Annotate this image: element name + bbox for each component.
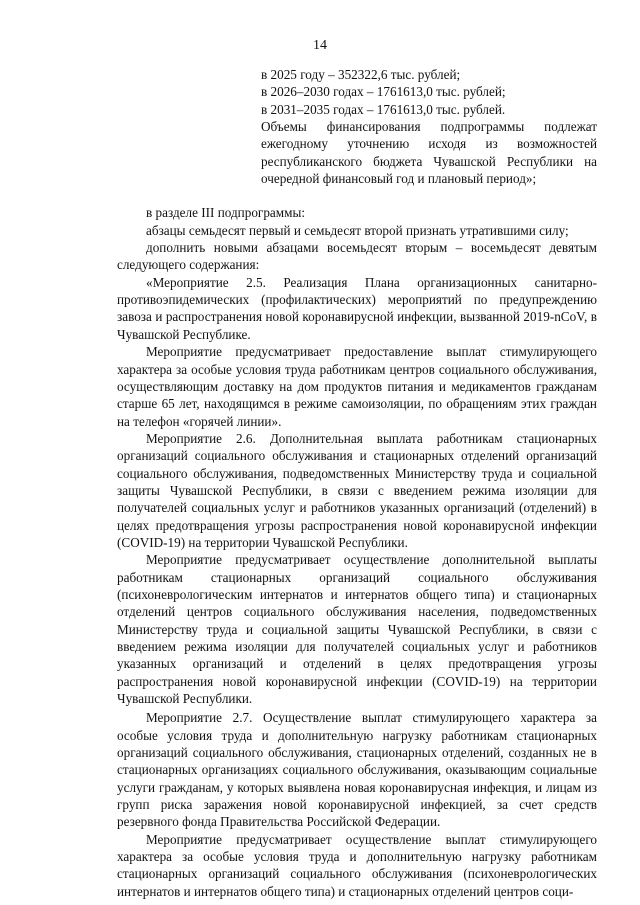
funding-block — [261, 66, 597, 187]
funding-note: Объемы финансирования подпрограммы подлежат ежегодному уточнению исходя из возможностей республиканского бюджета Чувашской Республики на очередной финансовый год и плановый период»; — [261, 119, 597, 187]
funding-line-2031-2035: в 2031–2035 годах – 1761613,0 тыс. рублей. — [261, 101, 506, 117]
paragraph-measure-2-6: Мероприятие 2.6. Дополнительная выплата работникам стационарных организаций социального обслуживания и стационарных отделений организаций социального обслуживания, подведомственных Министерству труда и социальной защиты Чувашской Республики, в связи с введением режима изоляции для получателей социальных услуг и работников указанных организаций (отделений) в целях предотвращения угрозы распространения новой коронавирусной инфекции (COVID-19) на территории Чувашской Республики. — [117, 430, 597, 550]
funding-line-2026-2030: в 2026–2030 годах – 1761613,0 тыс. рублей; — [261, 84, 506, 100]
paragraph-measure-2-5-details: Мероприятие предусматривает предоставление выплат стимулирующего характера за особые условия труда работникам центров социального обслуживания, осуществляющим доставку на дом продуктов питания и медикаментов гражданам старше 65 лет, находящимся в режиме самоизоляции, по обращениям этих граждан на телефон «горячей линии». — [117, 344, 597, 429]
funding-line-2025: в 2025 году – 352322,6 тыс. рублей; — [261, 67, 461, 82]
paragraph-add-new: дополнить новыми абзацами восемьдесят вторым – восемьдесят девятым следующего содержания: — [117, 240, 597, 273]
page-content — [117, 66, 597, 900]
paragraph-measure-2-6-details: Мероприятие предусматривает осуществление дополнительной выплаты работникам стационарных организаций социального обслуживания (психоневрологическим интернатов и интернатов общего типа) и стационарных отделений центров социального обслуживания населения, подведомственных Министерству труда и социальной защиты Чувашской Республики, в связи с введением режима изоляции для получателей социальных услуг и работников указанных организаций и отделений в целях предотвращения угрозы распространения новой коронавирусной инфекции (COVID-19) на территории Чувашской Республики. — [117, 552, 597, 707]
paragraph-measure-2-5: «Мероприятие 2.5. Реализация Плана организационных санитарно-противоэпидемических (профилактических) мероприятий по предупреждению завоза и распространения новой коронавирусной инфекции, вызванной 2019-nCoV, в Чувашской Республике. — [117, 274, 597, 342]
paragraph-measure-2-7: Мероприятие 2.7. Осуществление выплат стимулирующего характера за особые условия труда и дополнительную нагрузку работникам стационарных организаций социального обслуживания, стационарных отделений, созданных не в стационарных организациях социального обслуживания, оказывающим социальные услуги гражданам, у которых выявлена новая коронавирусная инфекция, и лицам из групп риска заражения новой коронавирусной инфекцией, за счет средств резервного фонда Правительства Российской Федерации. — [117, 710, 597, 830]
paragraph-repeal: абзацы семьдесят первый и семьдесят второй признать утратившими силу; — [146, 222, 569, 238]
section-gap — [117, 187, 597, 204]
paragraph-section-intro: в разделе III подпрограммы: — [146, 205, 306, 221]
paragraph-measure-2-7-details: Мероприятие предусматривает осуществление выплат стимулирующего характера за особые условия труда и дополнительную нагрузку работникам стационарных организаций социального обслуживания (психоневрологических интернатов и интернатов общего типа) и стационарных отделений центров соци- — [117, 831, 597, 899]
page-number: 14 — [313, 38, 327, 53]
